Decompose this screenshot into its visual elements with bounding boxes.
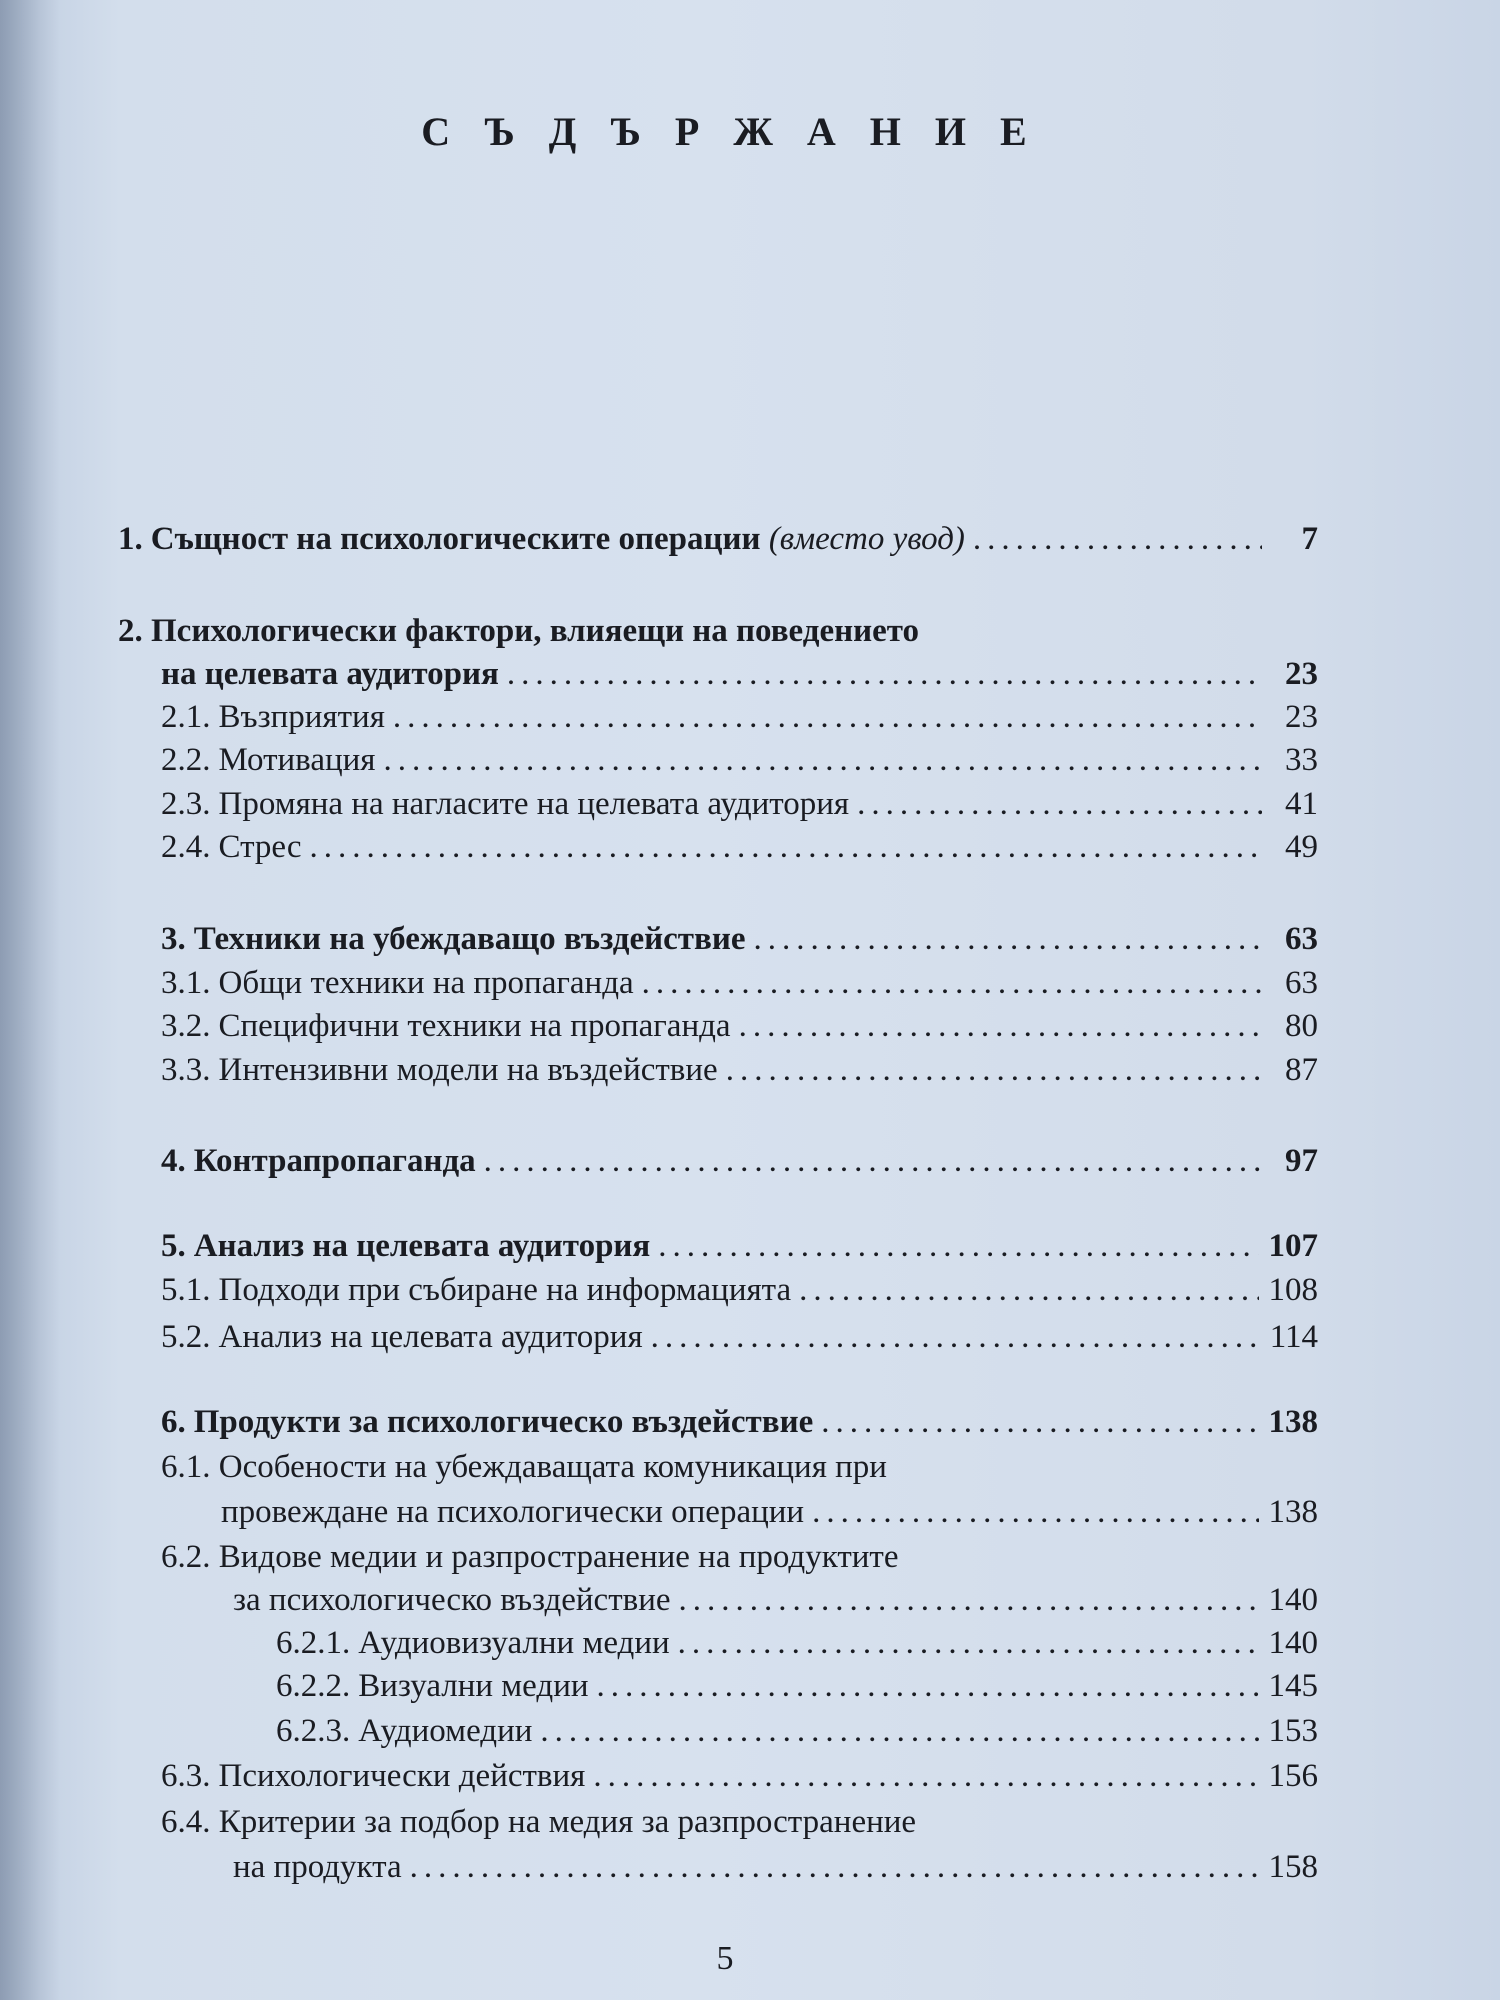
- entry-title: Анализ на целевата аудитория: [193, 1228, 651, 1264]
- dot-leader: [484, 1140, 1262, 1182]
- entry-page: 63: [1285, 965, 1318, 1001]
- dot-leader: [799, 1269, 1258, 1311]
- toc-entry-2-1: [161, 696, 1318, 738]
- entry-title-line1: Критерии за подбор на медия за разпространение: [218, 1804, 917, 1840]
- page-title: С Ъ Д Ъ Р Ж А Н И Е: [421, 109, 1039, 154]
- entry-page: 63: [1285, 921, 1318, 957]
- entry-number: 2.3.: [161, 786, 211, 822]
- dot-leader: [739, 1005, 1262, 1047]
- entry-title: Специфични техники на пропаганда: [218, 1008, 731, 1044]
- toc-entry-4: [161, 1140, 1318, 1182]
- entry-number: 6.4.: [161, 1804, 211, 1840]
- dot-leader: [678, 1622, 1259, 1664]
- entry-number: 3.2.: [161, 1008, 211, 1044]
- dot-leader: [679, 1579, 1259, 1621]
- entry-number: 5.1.: [161, 1272, 211, 1308]
- entry-title: Контрапропаганда: [193, 1143, 476, 1179]
- toc-entry-6-2: [233, 1579, 1318, 1621]
- entry-number: 3.1.: [161, 965, 211, 1001]
- entry-page: 41: [1285, 786, 1318, 822]
- toc-entry-6-4-line1: [161, 1801, 916, 1843]
- dot-leader: [726, 1049, 1262, 1091]
- dot-leader: [658, 1225, 1258, 1267]
- toc-entry-5: [161, 1225, 1318, 1267]
- toc-entry-6: [161, 1401, 1318, 1443]
- toc-entry-6-2-1: [276, 1622, 1318, 1664]
- spine-shadow: [0, 0, 60, 2000]
- entry-number: 1.: [118, 521, 143, 557]
- entry-title-line1: Видове медии и разпространение на продуктите: [218, 1539, 899, 1575]
- entry-title-line1: Психологически фактори, влияещи на поведението: [151, 613, 920, 649]
- entry-title-line1: Особености на убеждаващата комуникация при: [218, 1449, 887, 1485]
- entry-title: [151, 518, 965, 560]
- toc-entry-6-1-line1: [161, 1446, 887, 1488]
- toc-entry-6-4: [233, 1846, 1318, 1888]
- entry-page: 145: [1268, 1668, 1318, 1704]
- entry-title: на целевата аудитория: [161, 656, 499, 692]
- entry-title: Психологически действия: [218, 1758, 586, 1794]
- entry-number: 2.: [118, 613, 143, 649]
- entry-page: 7: [1301, 521, 1318, 557]
- toc-entry-3-1: [161, 962, 1318, 1004]
- entry-title: за психологическо въздействие: [233, 1582, 671, 1618]
- entry-number: 2.1.: [161, 699, 211, 735]
- entry-page: 87: [1285, 1052, 1318, 1088]
- entry-number: 6.1.: [161, 1449, 211, 1485]
- dot-leader: [812, 1491, 1258, 1533]
- toc-entry-2-2: [161, 739, 1318, 781]
- entry-page: 158: [1268, 1849, 1318, 1885]
- dot-leader: [507, 653, 1262, 695]
- dot-leader: [410, 1846, 1259, 1888]
- toc-entry-3-3: [161, 1049, 1318, 1091]
- entry-number: 6.2.2.: [276, 1668, 351, 1704]
- entry-title-text: Същност на психологическите операции: [150, 521, 761, 557]
- dot-leader: [310, 826, 1262, 868]
- entry-number: 2.2.: [161, 742, 211, 778]
- toc-entry-1: [118, 518, 1318, 560]
- entry-number: 4.: [161, 1143, 186, 1179]
- entry-number: 6.2.: [161, 1539, 211, 1575]
- dot-leader: [651, 1316, 1260, 1358]
- entry-title: Промяна на нагласите на целевата аудитория: [218, 786, 850, 822]
- toc-entry-6-2-2: [276, 1665, 1318, 1707]
- entry-number: 3.: [161, 921, 186, 957]
- toc-entry-2-3: [161, 783, 1318, 825]
- entry-page: 156: [1268, 1758, 1318, 1794]
- entry-title: Подходи при събиране на информацията: [218, 1272, 792, 1308]
- toc-entry-2: [161, 653, 1318, 695]
- entry-title: Стрес: [218, 829, 302, 865]
- toc-entry-3-2: [161, 1005, 1318, 1047]
- toc-entry-6-3: [161, 1755, 1318, 1797]
- toc-entry-2-line1: [118, 610, 919, 652]
- entry-page: 49: [1285, 829, 1318, 865]
- entry-page: 108: [1268, 1272, 1318, 1308]
- entry-number: 6.2.3.: [276, 1713, 351, 1749]
- dot-leader: [393, 696, 1262, 738]
- dot-leader: [593, 1755, 1258, 1797]
- entry-title: Възприятия: [218, 699, 385, 735]
- entry-title: Аудиовизуални медии: [358, 1625, 670, 1661]
- entry-title: Мотивация: [218, 742, 376, 778]
- entry-title: Интензивни модели на въздействие: [218, 1052, 718, 1088]
- entry-page: 80: [1285, 1008, 1318, 1044]
- toc-entry-3: [161, 918, 1318, 960]
- entry-page: 138: [1268, 1404, 1318, 1440]
- page-number: 5: [716, 1940, 734, 1977]
- entry-title: Продукти за психологическо въздействие: [193, 1404, 814, 1440]
- entry-title: Общи техники на пропаганда: [218, 965, 634, 1001]
- entry-number: 5.: [161, 1228, 186, 1264]
- toc-entry-6-2-3: [276, 1710, 1318, 1752]
- entry-title: Техники на убеждаващо въздействие: [193, 921, 746, 957]
- toc-entry-6-1: [221, 1491, 1318, 1533]
- dot-leader: [597, 1665, 1259, 1707]
- dot-leader: [821, 1401, 1258, 1443]
- entry-title: на продукта: [233, 1849, 402, 1885]
- entry-number: 6.2.1.: [276, 1625, 351, 1661]
- entry-title: Визуални медии: [358, 1668, 589, 1704]
- entry-page: 23: [1285, 699, 1318, 735]
- entry-number: 2.4.: [161, 829, 211, 865]
- toc-entry-5-1: [161, 1269, 1318, 1311]
- entry-page: 153: [1268, 1713, 1318, 1749]
- dot-leader: [642, 962, 1262, 1004]
- dot-leader: [857, 783, 1262, 825]
- dot-leader: [754, 918, 1263, 960]
- entry-page: 97: [1285, 1143, 1318, 1179]
- entry-title: Анализ на целевата аудитория: [218, 1319, 643, 1355]
- entry-page: 23: [1285, 656, 1318, 692]
- dot-leader: [973, 518, 1262, 560]
- entry-number: 5.2.: [161, 1319, 211, 1355]
- entry-page: 138: [1268, 1494, 1318, 1530]
- toc-entry-6-2-line1: [161, 1536, 898, 1578]
- entry-page: 140: [1268, 1625, 1318, 1661]
- dot-leader: [383, 739, 1262, 781]
- entry-number: 6.3.: [161, 1758, 211, 1794]
- entry-title: Аудиомедии: [358, 1713, 533, 1749]
- entry-note: (вместо увод): [768, 521, 965, 557]
- dot-leader: [540, 1710, 1258, 1752]
- toc-entry-5-2: [161, 1316, 1318, 1358]
- entry-number: 3.3.: [161, 1052, 211, 1088]
- entry-page: 33: [1285, 742, 1318, 778]
- toc-entry-2-4: [161, 826, 1318, 868]
- entry-title: провеждане на психологически операции: [221, 1494, 805, 1530]
- entry-number: 6.: [161, 1404, 186, 1440]
- entry-page: 114: [1269, 1319, 1318, 1355]
- entry-page: 140: [1268, 1582, 1318, 1618]
- entry-page: 107: [1268, 1228, 1318, 1264]
